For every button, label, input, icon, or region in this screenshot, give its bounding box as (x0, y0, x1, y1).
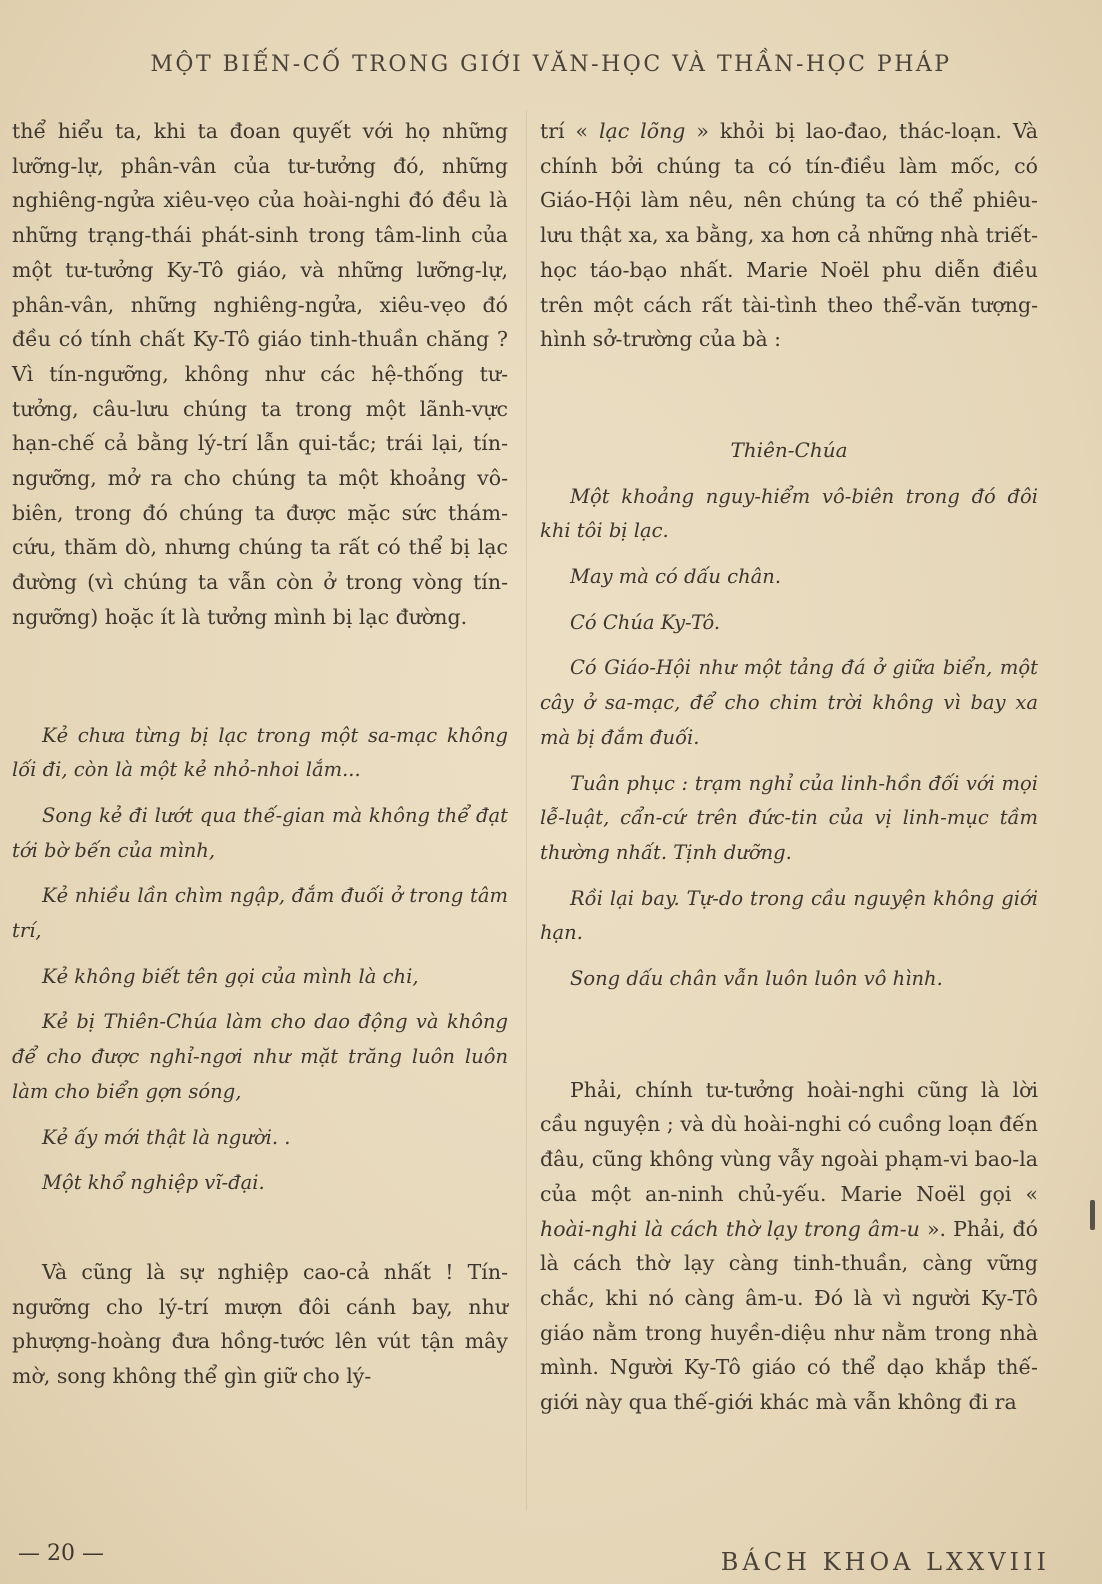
poem-stanza: Kẻ bị Thiên-Chúa làm cho dao động và không để cho được nghỉ-ngơi như mặt trăng luôn luôn làm cho biển gợn sóng, (12, 1010, 508, 1103)
body-paragraph (540, 1073, 1038, 1420)
poem-stanza: Song kẻ đi lướt qua thế-gian mà không thể đạt tới bờ bến của mình, (12, 803, 508, 862)
text-run: Phải, chính tư-tưởng hoài-nghi cũng là lời cầu nguyện ; và dù hoài-nghi có cuồng loạn đến đâu, cũng không vùng vẫy ngoài phạm-vi bao-la của một an-ninh chủ-yếu. Marie Noël gọi « (540, 1077, 1038, 1206)
poem-stanza: Một khổ nghiệp vĩ-đại. (42, 1171, 265, 1195)
poem-stanza: Một khoảng nguy-hiểm vô-biên trong đó đôi khi tôi bị lạc. (540, 484, 1038, 543)
poem-title: Thiên-Chúa (730, 437, 848, 462)
running-header: MỘT BIẾN-CỐ TRONG GIỚI VĂN-HỌC VÀ THẦN-HỌC PHÁP (150, 52, 952, 77)
quoted-phrase: hoài-nghi là cách thờ lạy trong âm-u (540, 1216, 920, 1241)
text-run: trí « (540, 119, 599, 143)
body-paragraph: thể hiểu ta, khi ta đoan quyết với họ những lưỡng-lự, phân-vân của tư-tưởng đó, những nghiêng-ngửa xiêu-vẹo của hoài-nghi đó đều là những trạng-thái phát-sinh trong tâm-linh của một tư-tưởng Ky-Tô giáo, và những lưỡng-lự, phân-vân, những nghiêng-ngửa, xiêu-vẹo đó đều có tính chất Ky-Tô giáo tinh-thuần chăng ? Vì tín-ngưỡng, không như các hệ-thống tư-tưởng, câu-lưu chúng ta trong một lãnh-vực hạn-chế cả bằng lý-trí lẫn qui-tắc; trái lại, tín-ngưỡng, mở ra cho chúng ta một khoảng vô-biên, trong đó chúng ta được mặc sức thám-cứu, thăm dò, nhưng chúng ta rất có thể bị lạc đường (vì chúng ta vẫn còn ở trong vòng tín-ngưỡng) hoặc ít là tưởng mình bị lạc đường. (12, 119, 508, 629)
poem-stanza: Có Chúa Ky-Tô. (570, 610, 721, 634)
publication-footer: BÁCH KHOA LXXVIII (720, 1548, 1050, 1576)
poem-stanza: May mà có dấu chân. (570, 565, 782, 589)
page-number: — 20 — (18, 1541, 104, 1566)
poem-stanza: Tuân phục : trạm nghỉ của linh-hồn đối với mọi lễ-luật, cẩn-cứ trên đức-tin của vị linh-mục tầm thường nhất. Tịnh dưỡng. (540, 771, 1038, 864)
body-paragraph: Và cũng là sự nghiệp cao-cả nhất ! Tín-ngưỡng cho lý-trí mượn đôi cánh bay, như phượng-hoàng đưa hồng-tước lên vút tận mây mờ, song không thể gìn giữ cho lý- (12, 1259, 508, 1389)
quoted-phrase: lạc lõng (599, 119, 686, 143)
poem-block (12, 719, 508, 1201)
poem-stanza: Kẻ ấy mới thật là người. . (42, 1125, 291, 1149)
text-run: » khỏi bị lao-đao, thác-loạn. Và chính bởi chúng ta có tín-điều làm mốc, có Giáo-Hội làm nêu, nên chúng ta có thể phiêu-lưu thật xa, xa bằng, xa hơn cả những nhà triết-học táo-bạo nhất. Marie Noël phu diễn điều trên một cách rất tài-tình theo thể-văn tượng-hình sở-trường của bà : (540, 119, 1039, 352)
text-run: ». Phải, đó là cách thờ lạy càng tinh-thuần, càng vững chắc, khi nó càng âm-u. Đó là vì người Ky-Tô giáo nằm trong huyền-diệu như nằm trong nhà mình. Người Ky-Tô giáo có thể dạo khắp thế-giới này qua thế-giới khác mà vẫn không đi ra (540, 1216, 1038, 1415)
ink-mark (1090, 1200, 1095, 1230)
poem-stanza: Kẻ không biết tên gọi của mình là chi, (42, 964, 419, 988)
body-paragraph (540, 114, 1038, 357)
column-divider (526, 110, 527, 1510)
right-column (540, 114, 1038, 1420)
poem-stanza: Kẻ nhiều lần chìm ngập, đắm đuối ở trong tâm trí, (12, 884, 508, 943)
poem-stanza: Có Giáo-Hội như một tảng đá ở giữa biển, một cây ở sa-mạc, để cho chim trời không vì bay xa mà bị đắm đuối. (540, 656, 1038, 749)
poem-block (540, 480, 1038, 997)
left-column (12, 114, 508, 1394)
poem-stanza: Kẻ chưa từng bị lạc trong một sa-mạc không lối đi, còn là một kẻ nhỏ-nhoi lắm... (12, 723, 508, 782)
poem-stanza: Rồi lại bay. Tự-do trong cầu nguyện không giới hạn. (540, 886, 1038, 945)
poem-stanza: Song dấu chân vẫn luôn luôn vô hình. (570, 967, 943, 991)
